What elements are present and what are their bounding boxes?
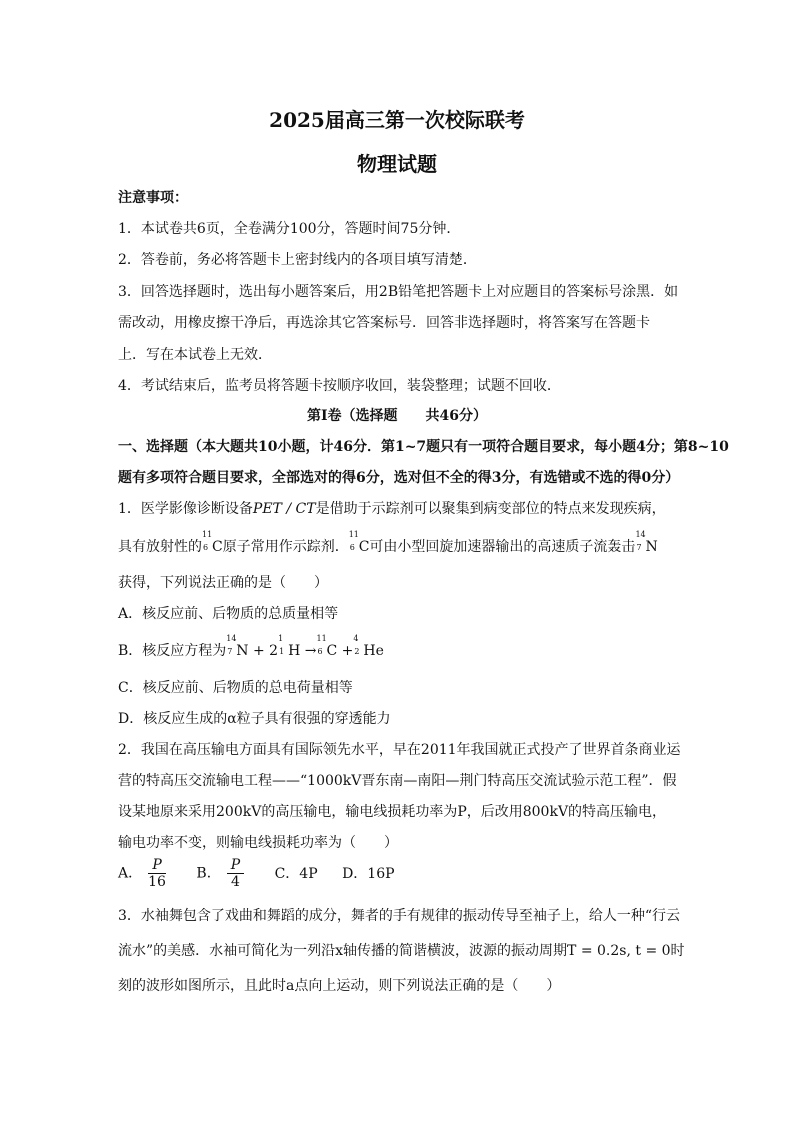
q1-l2-a: 具有放射性的 xyxy=(118,539,202,555)
q2-option-b-label: B． xyxy=(196,865,221,882)
note-3-line-1: 3．回答选择题时，选出每小题答案后，用2B铅笔把答题卡上对应题目的答案标号涂黑．如 xyxy=(118,284,679,300)
note-3-line-2: 需改动，用橡皮擦干净后，再选涂其它答案标号．回答非选择题时，将答案写在答题卡 xyxy=(118,315,650,331)
q1-text-a: 1．医学影像诊断设备 xyxy=(118,501,253,517)
nitrogen-nuclide-b xyxy=(226,634,237,656)
q2-option-a-num: P xyxy=(148,857,166,874)
q3-line-1: 3．水袖舞包含了戏曲和舞蹈的成分，舞者的手有规律的振动传导至袖子上，给人一种“行云 xyxy=(118,908,681,924)
q3-line-2: 流水”的美感．水袖可简化为一列沿x轴传播的简谐横波，波源的振动周期T = 0.2s, t = 0时 xyxy=(118,943,685,959)
section-intro-1: 一、选择题（本大题共10小题，计46分．第1~7题只有一项符合题目要求，每小题4分；第8~10 xyxy=(118,439,729,455)
q1-line-1 xyxy=(118,498,678,518)
notes-heading: 注意事项： xyxy=(118,190,188,206)
helium-atomic-b: 2 xyxy=(354,647,360,656)
nitrogen-atomic-b: 7 xyxy=(227,647,233,656)
q2-option-a-label: A． xyxy=(118,865,143,882)
q1-text-c: 是借助于示踪剂可以聚集到病变部位的特点来发现疾病， xyxy=(315,501,666,517)
q2-option-b xyxy=(196,857,250,890)
q1-l2-d: N xyxy=(645,539,658,555)
q1-option-a: A．核反应前、后物质的总质量相等 xyxy=(118,606,339,622)
q3-line-3: 刻的波形如图所示，且此时a点向上运动，则下列说法正确的是（ ） xyxy=(118,978,561,994)
note-1: 1．本试卷共6页，全卷满分100分，答题时间75分钟． xyxy=(118,221,461,237)
carbon-atomic-number: 6 xyxy=(203,543,209,552)
q2-line-2: 营的特高压交流输电工程——“1000kV晋东南—南阳—荆门特高压交流试验示范工程”．假 xyxy=(118,773,677,789)
q2-option-d: D．16P xyxy=(342,865,395,882)
note-4: 4．考试结束后，监考员将答题卡按顺序收回，装袋整理；试题不回收． xyxy=(118,378,561,394)
carbon-atomic-number-2: 6 xyxy=(349,543,355,552)
carbon-mass-number: 11 xyxy=(202,530,213,539)
q1-option-b xyxy=(118,634,678,660)
q1-option-d: D．核反应生成的α粒子具有很强的穿透能力 xyxy=(118,711,391,727)
carbon-mass-number-2: 11 xyxy=(348,530,359,539)
q2-option-a-fraction xyxy=(148,857,166,890)
q1-option-b-label: B．核反应方程为 xyxy=(118,643,227,659)
nitrogen-atomic-number: 7 xyxy=(636,543,642,552)
q1-l2-c: C可由小型回旋加速器输出的高速质子流轰击 xyxy=(358,539,636,555)
q1-option-b-n: N + 2 xyxy=(236,643,279,659)
q1-option-b-he: He xyxy=(363,643,384,659)
hydrogen-mass-b: 1 xyxy=(278,634,284,643)
carbon-mass-b: 11 xyxy=(316,634,327,643)
q1-line-2 xyxy=(118,530,678,556)
q2-line-1: 2．我国在高压输电方面具有国际领先水平，早在2011年我国就正式投产了世界首条商业运 xyxy=(118,742,681,758)
helium-mass-b: 4 xyxy=(353,634,359,643)
q2-option-b-num: P xyxy=(227,857,244,874)
nitrogen-mass-number: 14 xyxy=(635,530,646,539)
helium-nuclide-b xyxy=(353,634,363,656)
q2-option-a xyxy=(118,857,172,890)
q2-option-c: C．4P xyxy=(274,865,318,882)
hydrogen-nuclide-b xyxy=(278,634,288,656)
q1-l2-b: C原子常用作示踪剂． xyxy=(212,539,349,555)
q2-option-b-fraction xyxy=(227,857,244,890)
carbon-nuclide-b xyxy=(316,634,327,656)
q1-line-3: 获得，下列说法正确的是（ ） xyxy=(118,575,328,591)
note-3-line-3: 上．写在本试卷上无效． xyxy=(118,347,272,363)
section-intro-2: 题有多项符合题目要求，全部选对的得6分，选对但不全的得3分，有选错或不选的得0分） xyxy=(118,470,680,486)
hydrogen-atomic-b: 1 xyxy=(279,647,285,656)
q1-option-b-c: C + xyxy=(326,643,354,659)
exam-title: 2025届高三第一次校际联考 xyxy=(269,108,525,132)
subject-title: 物理试题 xyxy=(357,152,437,176)
nitrogen-mass-b: 14 xyxy=(226,634,237,643)
carbon-nuclide-label xyxy=(202,530,213,552)
section-title: 第Ⅰ卷（选择题 共46分） xyxy=(306,408,488,424)
q1-pet-ct: PET / CT xyxy=(252,501,316,517)
note-2: 2．答卷前，务必将答题卡上密封线内的各项目填写清楚． xyxy=(118,252,477,268)
q2-option-b-den: 4 xyxy=(230,874,240,890)
q2-options xyxy=(118,857,678,890)
q1-option-b-h: H → xyxy=(288,643,317,659)
carbon-atomic-b: 6 xyxy=(317,647,323,656)
q2-line-4: 输电功率不变，则输电线损耗功率为（ ） xyxy=(118,835,398,851)
carbon-nuclide-label-2 xyxy=(348,530,359,552)
q1-option-c: C．核反应前、后物质的总电荷量相等 xyxy=(118,680,353,696)
q2-option-a-den: 16 xyxy=(148,874,166,890)
nitrogen-nuclide-label xyxy=(635,530,646,552)
q2-line-3: 设某地原来采用200kV的高压输电，输电线损耗功率为P，后改用800kV的特高压输电， xyxy=(118,804,667,820)
